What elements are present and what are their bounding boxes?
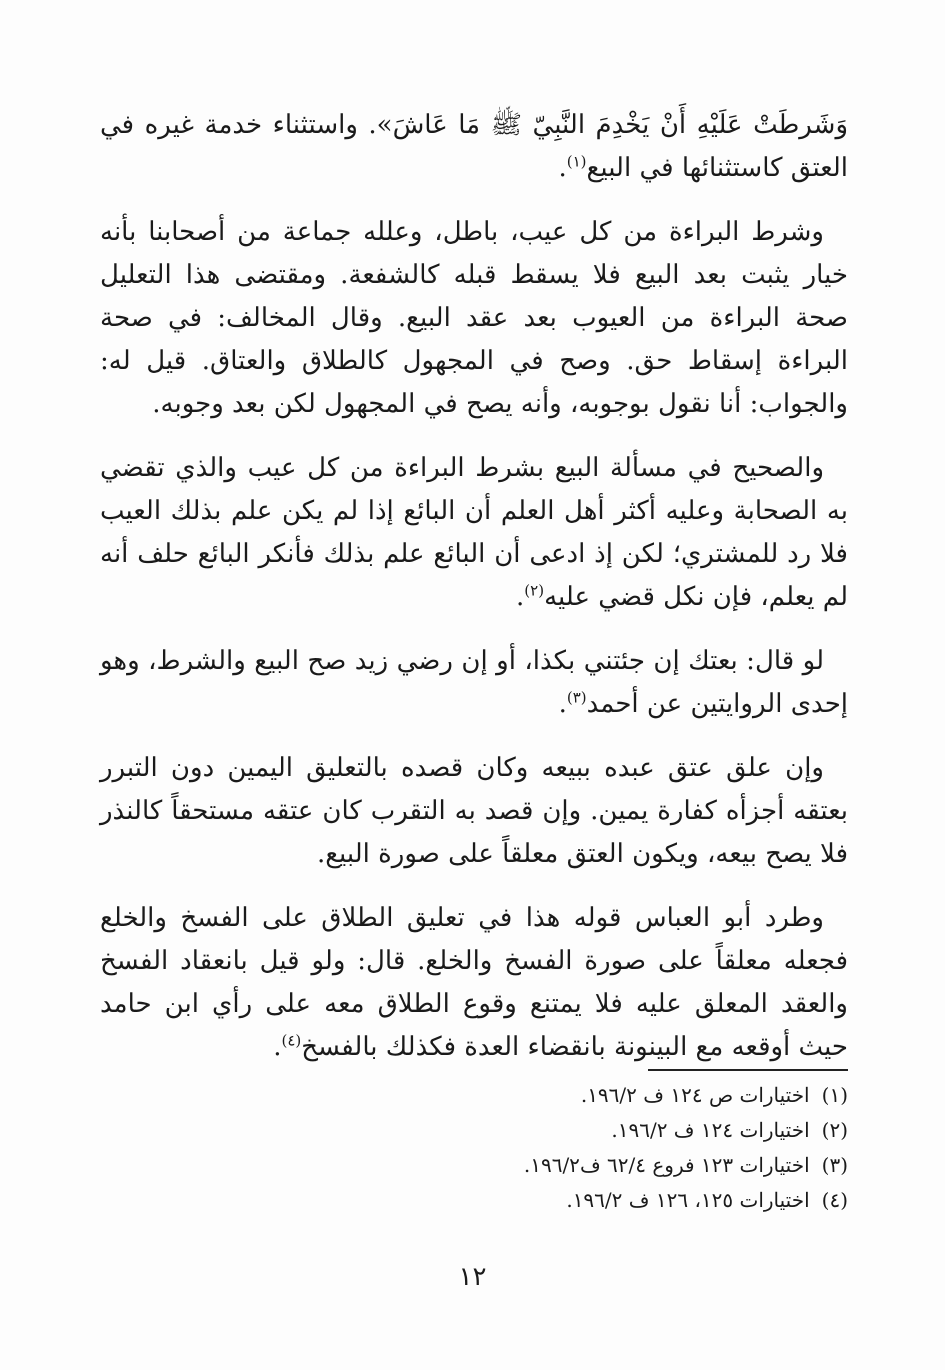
paragraph-text: وشرط البراءة من كل عيب، باطل، وعلله جماعة من أصحابنا بأنه خيار يثبت بعد البيع فلا يسقط قبله كالشفعة. ومقتضى هذا التعليل صحة البراءة من العيوب بعد عقد البيع. وقال المخالف: في صحة البراءة إسقاط حق. وصح في المجهول كالطلاق والعتاق. قيل له: والجواب: أنا نقول بوجوبه، وأنه يصح في المجهول لكن بعد وجوبه. bbox=[100, 217, 848, 419]
page-number: ١٢ bbox=[458, 1262, 487, 1292]
footnotes bbox=[300, 1078, 848, 1218]
paragraph-2 bbox=[100, 211, 848, 426]
footnote-ref-2: (٢) bbox=[524, 581, 545, 600]
main-text bbox=[100, 104, 848, 1090]
paragraph-6 bbox=[100, 897, 848, 1069]
paragraph-4 bbox=[100, 640, 848, 726]
paragraph-text: وَشَرطَتْ عَلَيْهِ أَنْ يَخْدِمَ النَّبِيّ ﷺ مَا عَاشَ». واستثناء خدمة غيره في العتق كاستثنائها في البيع bbox=[100, 110, 848, 183]
footnote-ref-4: (٤) bbox=[281, 1031, 302, 1050]
footnote-text: اختيارات ١٢٥، ١٢٦ ف ١٩٦/٢. bbox=[566, 1188, 810, 1212]
footnote-ref-1: (١) bbox=[566, 152, 587, 171]
paragraph-end: . bbox=[273, 1032, 282, 1062]
paragraph-1 bbox=[100, 104, 848, 190]
footnote-number: (١) bbox=[821, 1083, 848, 1107]
paragraph-text: والصحيح في مسألة البيع بشرط البراءة من كل عيب والذي تقضي به الصحابة وعليه أكثر أهل العلم أن البائع إذا لم يكن علم بذلك العيب فلا رد للمشتري؛ لكن إذ ادعى أن البائع علم بذلك فأنكر البائع حلف أنه لم يعلم، فإن نكل قضي عليه bbox=[100, 453, 848, 612]
footnote-ref-3: (٣) bbox=[566, 688, 587, 707]
footnote-text: اختيارات ١٢٤ ف ١٩٦/٢. bbox=[611, 1118, 810, 1142]
footnote-number: (٤) bbox=[821, 1188, 848, 1212]
footnote-separator bbox=[648, 1069, 848, 1071]
footnote-4 bbox=[300, 1183, 848, 1218]
paragraph-end: . bbox=[558, 153, 567, 183]
paragraph-end: . bbox=[516, 582, 525, 612]
footnote-text: اختيارات ١٢٣ فروع ٦٢/٤ ف١٩٦/٢. bbox=[523, 1153, 810, 1177]
paragraph-end: . bbox=[558, 689, 567, 719]
footnote-3 bbox=[300, 1148, 848, 1183]
footnote-1 bbox=[300, 1078, 848, 1113]
paragraph-text: لو قال: بعتك إن جئتني بكذا، أو إن رضي زيد صح البيع والشرط، وهو إحدى الروايتين عن أحمد bbox=[100, 646, 848, 719]
paragraph-3 bbox=[100, 447, 848, 619]
paragraph-text: وإن علق عتق عبده ببيعه وكان قصده بالتعليق اليمين دون التبرر بعتقه أجزأه كفارة يمين. وإن قصد به التقرب كان عتقه مستحقاً كالنذر فلا يصح بيعه، ويكون العتق معلقاً على صورة البيع. bbox=[100, 753, 848, 869]
footnote-text: اختيارات ص ١٢٤ ف ١٩٦/٢. bbox=[580, 1083, 810, 1107]
footnote-2 bbox=[300, 1113, 848, 1148]
footnote-number: (٢) bbox=[821, 1118, 848, 1142]
paragraph-5 bbox=[100, 747, 848, 876]
footnote-number: (٣) bbox=[821, 1153, 848, 1177]
paragraph-text: وطرد أبو العباس قوله هذا في تعليق الطلاق على الفسخ والخلع فجعله معلقاً على صورة الفسخ والخلع. قال: ولو قيل بانعقاد الفسخ والعقد المعلق عليه فلا يمتنع وقوع الطلاق معه على رأي ابن حامد حيث أوقعه مع البينونة بانقضاء العدة فكذلك بالفسخ bbox=[100, 903, 848, 1062]
